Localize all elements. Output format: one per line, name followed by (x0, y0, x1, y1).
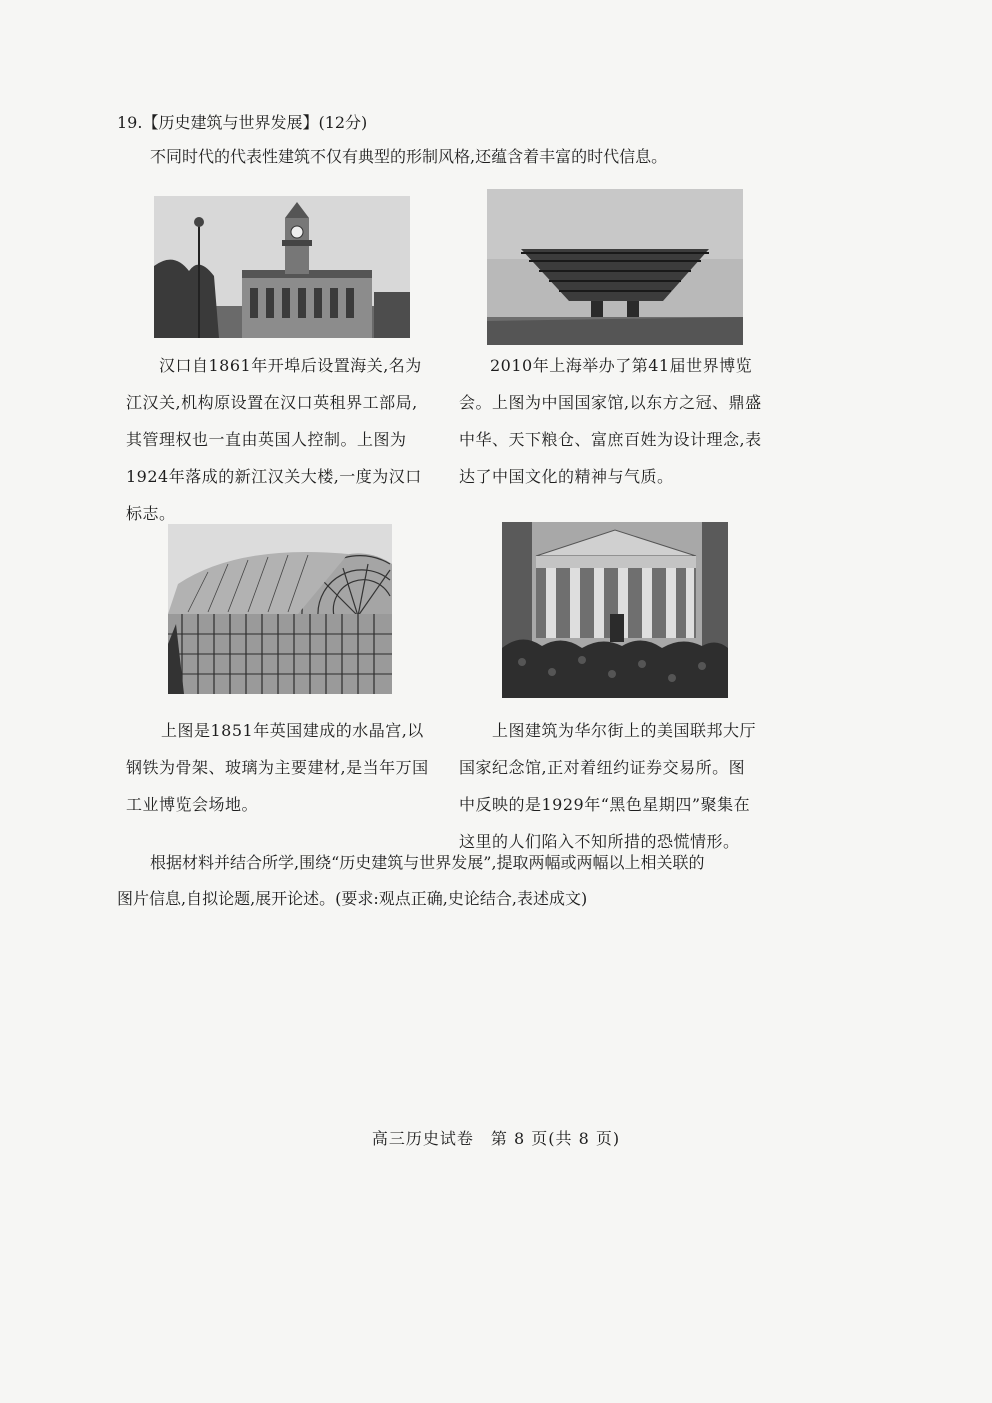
figure-caption-3 (126, 712, 429, 823)
china-pavilion-photo (487, 189, 743, 345)
customs-house-photo (154, 196, 410, 338)
caption-line: 达了中国文化的精神与气质。 (459, 467, 674, 486)
caption-line: 中反映的是1929年“黑色星期四”聚集在 (459, 795, 751, 814)
page-footer: 高三历史试卷 第 8 页(共 8 页) (371, 1129, 621, 1148)
task-line: 根据材料并结合所学,围绕“历史建筑与世界发展”,提取两幅或两幅以上相关联的 (150, 853, 705, 872)
caption-line: 工业博览会场地。 (126, 795, 259, 814)
task-instructions (117, 845, 705, 917)
crystal-palace-photo (168, 524, 392, 694)
caption-line: 上图是1851年英国建成的水晶宫,以 (161, 721, 424, 740)
figure-caption-2 (459, 347, 762, 495)
caption-line: 1924年落成的新江汉关大楼,一度为汉口 (126, 467, 422, 486)
question-title: 19.【历史建筑与世界发展】(12分) (117, 113, 368, 132)
caption-line: 江汉关,机构原设置在汉口英租界工部局, (126, 393, 418, 412)
caption-line: 上图建筑为华尔街上的美国联邦大厅 (492, 721, 757, 740)
caption-line: 国家纪念馆,正对着纽约证券交易所。图 (459, 758, 746, 777)
caption-line: 汉口自1861年开埠后设置海关,名为 (159, 356, 422, 375)
figure-caption-4 (459, 712, 756, 860)
caption-line: 其管理权也一直由英国人控制。上图为 (126, 430, 407, 449)
caption-line: 2010年上海举办了第41届世界博览 (490, 356, 753, 375)
task-line: 图片信息,自拟论题,展开论述。(要求:观点正确,史论结合,表述成文) (117, 889, 588, 908)
caption-line: 中华、天下粮仓、富庶百姓为设计理念,表 (459, 430, 762, 449)
caption-line: 会。上图为中国国家馆,以东方之冠、鼎盛 (459, 393, 762, 412)
caption-line: 这里的人们陷入不知所措的恐慌情形。 (459, 832, 740, 851)
caption-line: 标志。 (126, 504, 176, 523)
federal-hall-photo (502, 522, 728, 698)
caption-line: 钢铁为骨架、玻璃为主要建材,是当年万国 (126, 758, 429, 777)
figure-caption-1 (126, 347, 422, 532)
question-intro: 不同时代的代表性建筑不仅有典型的形制风格,还蕴含着丰富的时代信息。 (150, 147, 668, 166)
